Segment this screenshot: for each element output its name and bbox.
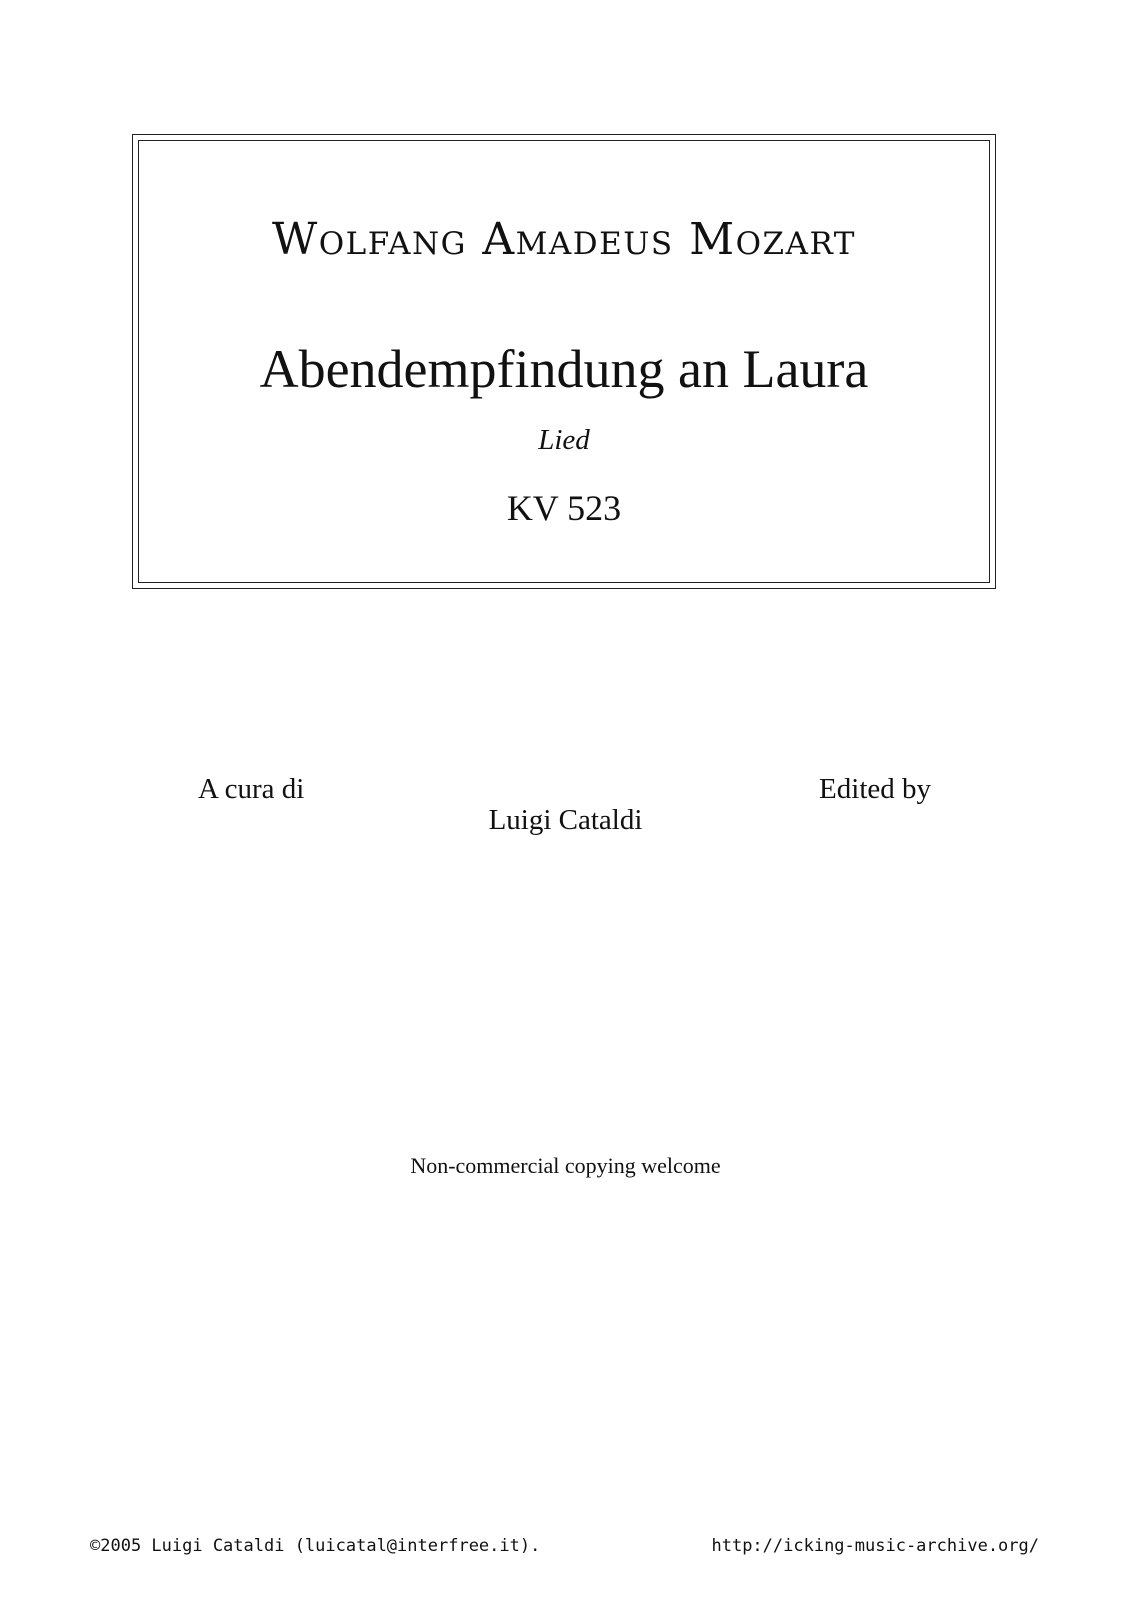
editor-label-english: Edited by — [819, 773, 931, 805]
editor-label-italian: A cura di — [198, 773, 305, 805]
catalog-number: KV 523 — [506, 488, 622, 528]
work-genre: Lied — [538, 424, 590, 456]
footer-copyright: ©2005 Luigi Cataldi (luicatal@interfree.it). — [90, 1536, 541, 1556]
license-note: Non-commercial copying welcome — [410, 1153, 721, 1178]
footer-url-link[interactable]: http://icking-music-archive.org/ — [711, 1536, 1039, 1556]
composer-name: Wolfang Amadeus Mozart — [272, 214, 856, 265]
editor-name: Luigi Cataldi — [488, 804, 643, 836]
work-title: Abendempfindung an Laura — [259, 339, 869, 399]
